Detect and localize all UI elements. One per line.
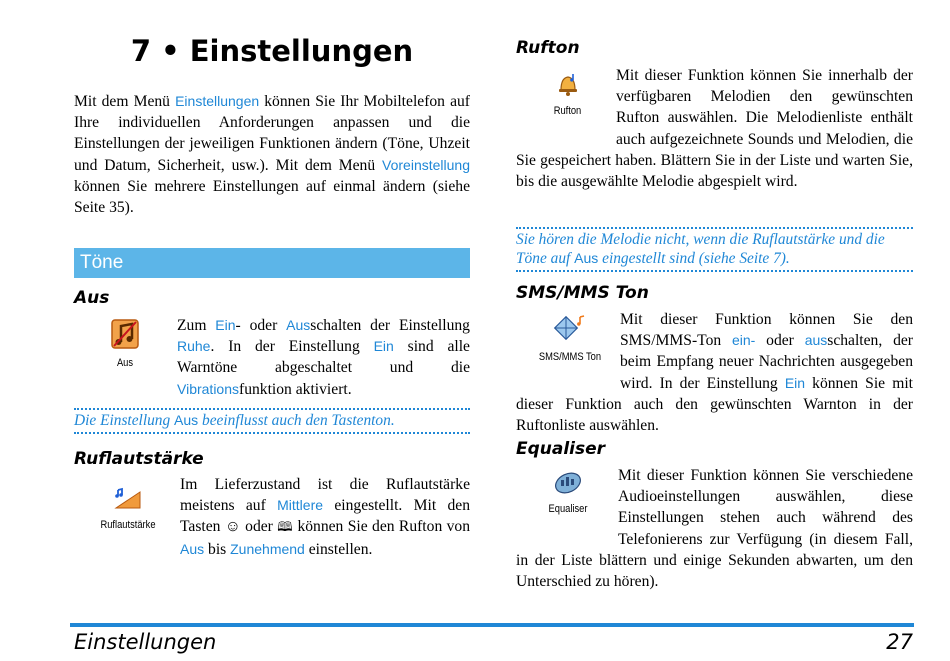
rufton-note: Sie hören die Melodie nicht, wenn die Ruflautstärke und die Töne auf Aus eingestellt sind (siehe Seite 7).	[516, 227, 913, 272]
equaliser-paragraph: Mit dieser Funktion können Sie verschiedene Audioeinstellungen auswählen, diese Einstellungen stehen auch während des Telefonierens zur Verfügung (in diesem Fall, in der Liste blättern und einige Sekunden abwarten, um den Unterschied zu hören).	[516, 467, 913, 591]
heading-equaliser: Equaliser	[516, 439, 606, 459]
music-note-off-icon	[110, 318, 140, 350]
ruflautstaerke-icon-label: Ruflautstärke	[100, 519, 156, 531]
ruflautstaerke-icon-group	[92, 486, 164, 531]
heading-rufton: Rufton	[516, 38, 580, 58]
page-number: 27	[886, 630, 913, 654]
book-key-icon: 🕮	[277, 520, 294, 536]
aus-icon-label: Aus	[116, 357, 134, 369]
menu-link-einstellungen: Einstellungen	[175, 93, 260, 109]
menu-link-voreinstellung: Voreinstellung	[382, 156, 470, 173]
sms-mms-paragraph: Mit dieser Funktion können Sie den SMS/MMS-Ton ein- oder ausschalten, der beim Empfang neuer Nachrichten ausgegeben wird. In der Einstellung Ein können Sie mit dieser Funktion auch den gewünschten Warnton in der Ruftonliste auswählen.	[516, 311, 913, 435]
sms-mms-icon-label: SMS/MMS Ton	[538, 351, 602, 363]
rufton-icon-label: Rufton	[553, 105, 582, 117]
ruflautstaerke-paragraph: Im Lieferzustand ist die Ruflautstärke meistens auf Mittlere eingestellt. Mit den Tasten ☺ oder 🕮 können Sie den Rufton von Aus bis Zunehmend einstellen.	[180, 476, 471, 558]
chapter-title: 7 • Einstellungen	[130, 34, 414, 68]
heading-aus: Aus	[74, 288, 110, 308]
heading-ruflautstaerke: Ruflautstärke	[74, 449, 204, 469]
smiley-key-icon: ☺	[224, 518, 241, 536]
footer-divider	[70, 623, 914, 627]
aus-icon-group	[94, 318, 156, 369]
aus-note: Die Einstellung Aus beeinflusst auch den Tastenton.	[74, 408, 470, 434]
footer-section-name: Einstellungen	[74, 630, 217, 654]
aus-paragraph: Zum Ein- oder Ausschalten der Einstellung Ruhe. In der Einstellung Ein sind alle Warntöne abgeschaltet und die Vibrationsfunktion aktiviert.	[177, 317, 470, 398]
section-bar-toene: Töne	[74, 248, 470, 278]
volume-icon	[112, 486, 144, 512]
intro-paragraph: Mit dem Menü Einstellungen können Sie Ihr Mobiltelefon auf Ihre individuellen Anforderungen anpassen und die Einstellungen der jeweiligen Funktionen ändern (Töne, Uhzeit und Datum, Sicherheit, usw.). Mit dem Menü Voreinstellung können Sie mehrere Einstellungen auf einmal ändern (siehe Seite 35).	[74, 93, 470, 217]
heading-sms-mms-ton: SMS/MMS Ton	[516, 283, 649, 303]
equaliser-icon-label: Equaliser	[548, 503, 588, 515]
rufton-paragraph: Mit dieser Funktion können Sie innerhalb der verfügbaren Melodien den gewünschten Rufton auswählen. Die Melodienliste enthält auch aufgezeichnete Sounds und Melodien, die Sie gespeichert haben. Blättern Sie in der Liste und warten Sie, bis die ausgewählte Melodie abgespielt wird.	[516, 67, 913, 191]
